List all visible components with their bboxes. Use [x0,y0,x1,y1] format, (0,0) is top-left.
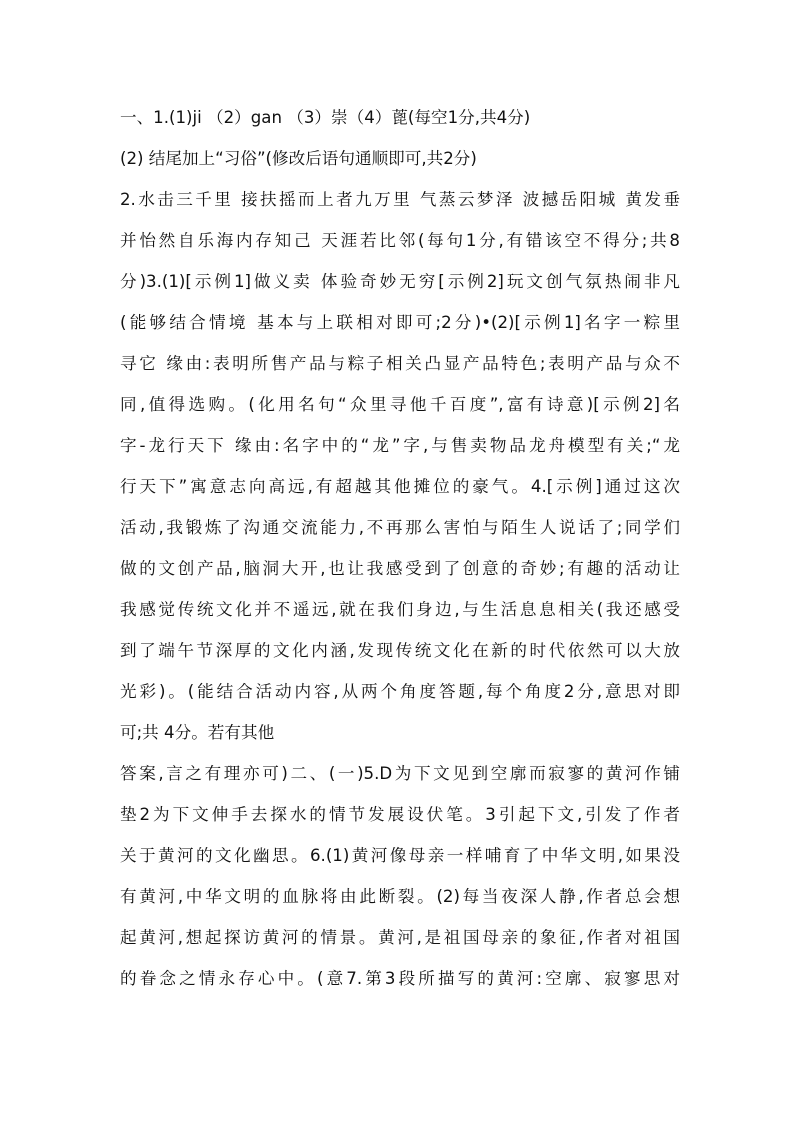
answer-line-1: 一、1.(1)ji （2）gan （3）崇（4）蓖(每空1分,共4分) [120,108,531,127]
answer-line-6: (能够结合情境 基本与上联相对即可;2分)•(2)[示例1]名字一粽里 [120,313,680,332]
answer-line-5: 分)3.(1)[示例1]做义卖 体验奇妙无穷[示例2]玩文创气氛热闹非凡 [120,272,680,291]
answer-line-2: (2) 结尾加上“习俗”(修改后语句通顺即可,共2分) [120,149,477,168]
answer-line-14: 到了端午节深厚的文化内涵,发现传统文化在新的时代依然可以大放 [120,641,680,660]
answer-line-7: 寻它 缘由:表明所售产品与粽子相关凸显产品特色;表明产品与众不 [120,354,680,373]
answer-line-9: 字-龙行天下 缘由:名字中的“龙”字,与售卖物品龙舟模型有关;“龙 [120,436,680,455]
answer-line-17: 答案,言之有理亦可)二、(一)5.D为下文见到空廓而寂寥的黄河作铺 [120,764,680,783]
answer-line-16: 可;共 4分。若有其他 [120,723,275,742]
answer-line-8: 同,值得选购。(化用名句“众里寻他千百度”,富有诗意)[示例2]名 [120,395,680,414]
answer-line-13: 我感觉传统文化并不遥远,就在我们身边,与生活息息相关(我还感受 [120,600,680,619]
answer-line-20: 有黄河,中华文明的血脉将由此断裂。(2)每当夜深人静,作者总会想 [120,887,680,906]
answer-line-22: 的眷念之情永存心中。(意7.第3段所描写的黄河:空廓、寂寥思对 [120,969,680,988]
answer-line-19: 关于黄河的文化幽思。6.(1)黄河像母亲一样哺育了中华文明,如果没 [120,846,680,865]
answer-line-10: 行天下”寓意志向高远,有超越其他摊位的豪气。4.[示例]通过这次 [120,477,680,496]
answer-line-12: 做的文创产品,脑洞大开,也让我感受到了创意的奇妙;有趣的活动让 [120,559,680,578]
answer-line-3: 2.水击三千里 接扶摇而上者九万里 气蒸云梦泽 波撼岳阳城 黄发垂 [120,190,680,209]
answer-line-11: 活动,我锻炼了沟通交流能力,不再那么害怕与陌生人说话了;同学们 [120,518,680,537]
answer-line-18: 垫2为下文伸手去探水的情节发展设伏笔。3引起下文,引发了作者 [120,805,680,824]
answer-line-15: 光彩)。(能结合活动内容,从两个角度答题,每个角度2分,意思对即 [120,682,680,701]
answer-line-4: 并怡然自乐海内存知己 天涯若比邻(每句1分,有错该空不得分;共8 [120,231,680,250]
answer-line-21: 起黄河,想起探访黄河的情景。黄河,是祖国母亲的象征,作者对祖国 [120,928,680,947]
